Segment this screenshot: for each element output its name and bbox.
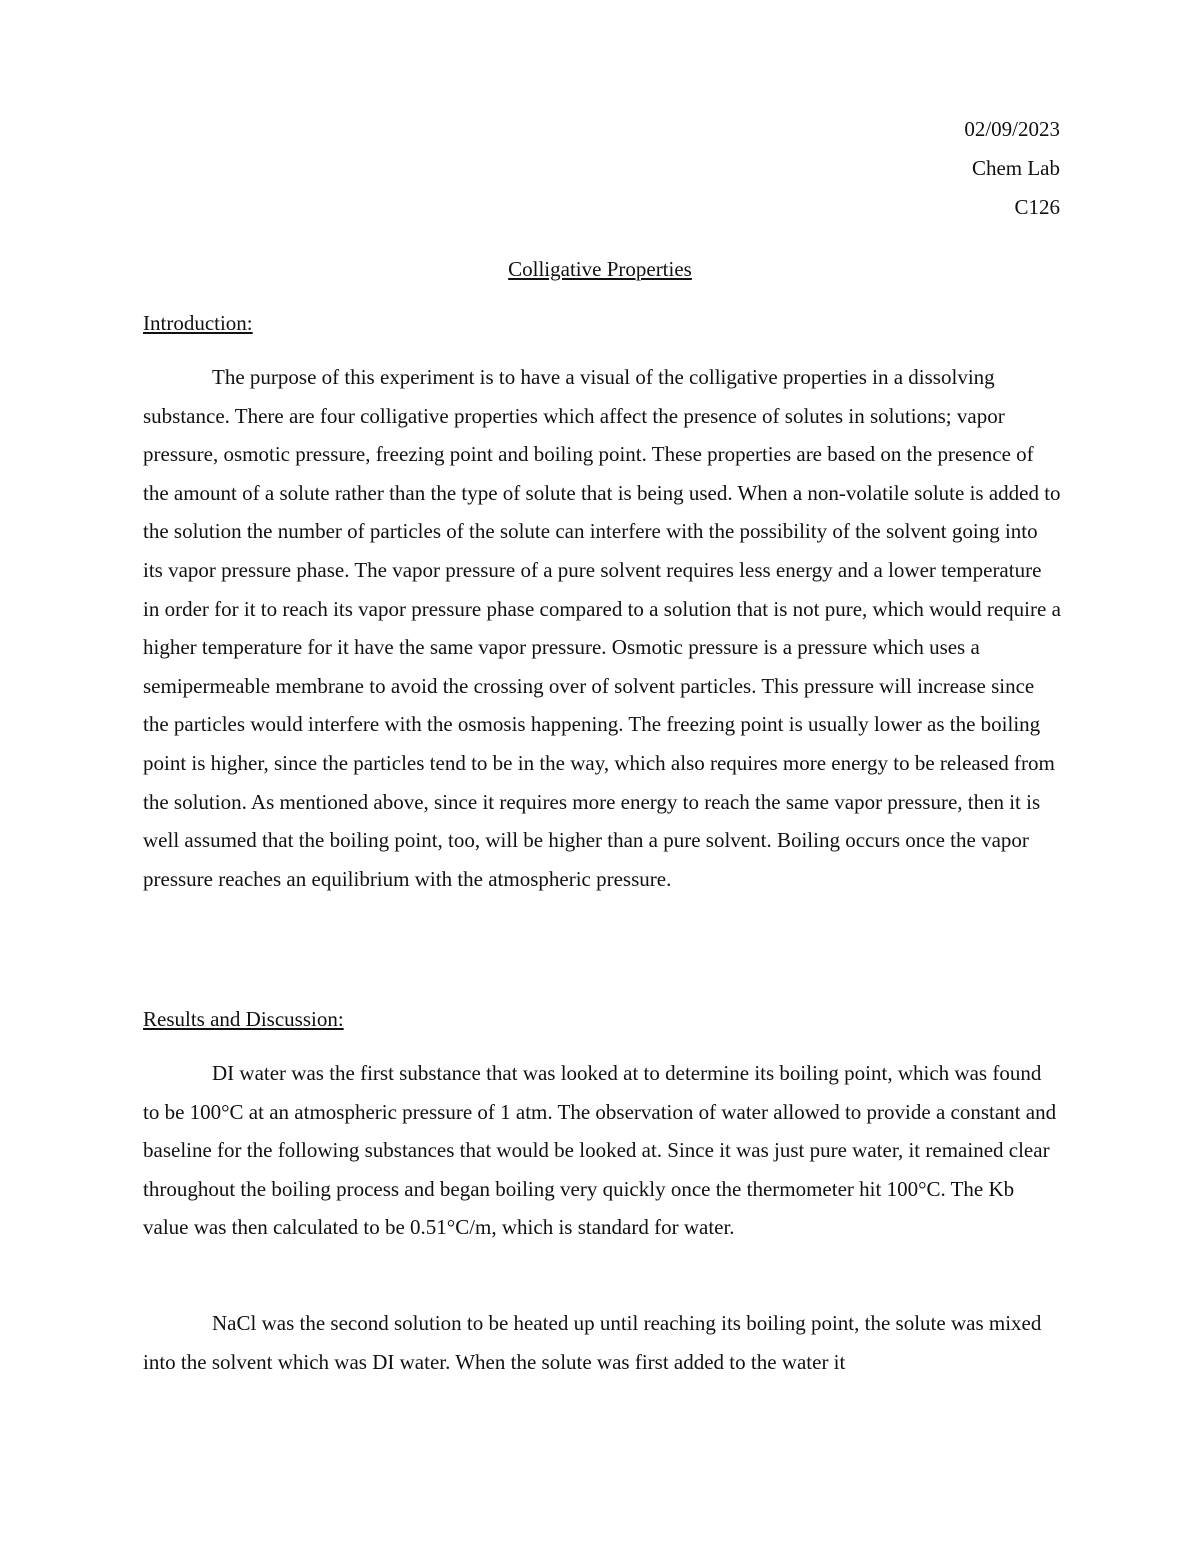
results-paragraph-2: NaCl was the second solution to be heated up until reaching its boiling point, the solute was mixed into the solvent which was DI water. When the solute was first added to the water it <box>143 1311 1042 1374</box>
header-section: C126 <box>1014 195 1060 219</box>
introduction-paragraph: The purpose of this experiment is to have a visual of the colligative properties in a dissolving substance. There are four colligative properties which affect the presence of solutes in solutions; vapor pressure, osmotic pressure, freezing point and boiling point. These properties are based on the presence of the amount of a solute rather than the type of solute that is being used. When a non-volatile solute is added to the solution the number of particles of the solute can interfere with the possibility of the solvent going into its vapor pressure phase. The vapor pressure of a pure solvent requires less energy and a lower temperature in order for it to reach its vapor pressure phase compared to a solution that is not pure, which would require a higher temperature for it have the same vapor pressure. Osmotic pressure is a pressure which uses a semipermeable membrane to avoid the crossing over of solvent particles. This pressure will increase since the particles would interfere with the osmosis happening. The freezing point is usually lower as the boiling point is higher, since the particles tend to be in the way, which also requires more energy to be released from the solution. As mentioned above, since it requires more energy to reach the same vapor pressure, then it is well assumed that the boiling point, too, will be higher than a pure solvent. Boiling occurs once the vapor pressure reaches an equilibrium with the atmospheric pressure. <box>143 365 1061 891</box>
page-title: Colligative Properties <box>508 257 692 281</box>
header-course: Chem Lab <box>971 156 1060 180</box>
introduction-heading: Introduction: <box>143 311 253 335</box>
results-paragraph-1: DI water was the first substance that was looked at to determine its boiling point, which was found to be 100°C at an atmospheric pressure of 1 atm. The observation of water allowed to provide a constant and baseline for the following substances that would be looked at. Since it was just pure water, it remained clear throughout the boiling process and began boiling very quickly once the thermometer hit 100°C. The Kb value was then calculated to be 0.51°C/m, which is standard for water. <box>143 1061 1057 1240</box>
results-heading: Results and Discussion: <box>143 1007 344 1031</box>
header-block <box>964 110 1060 227</box>
header-date: 02/09/2023 <box>964 117 1060 141</box>
